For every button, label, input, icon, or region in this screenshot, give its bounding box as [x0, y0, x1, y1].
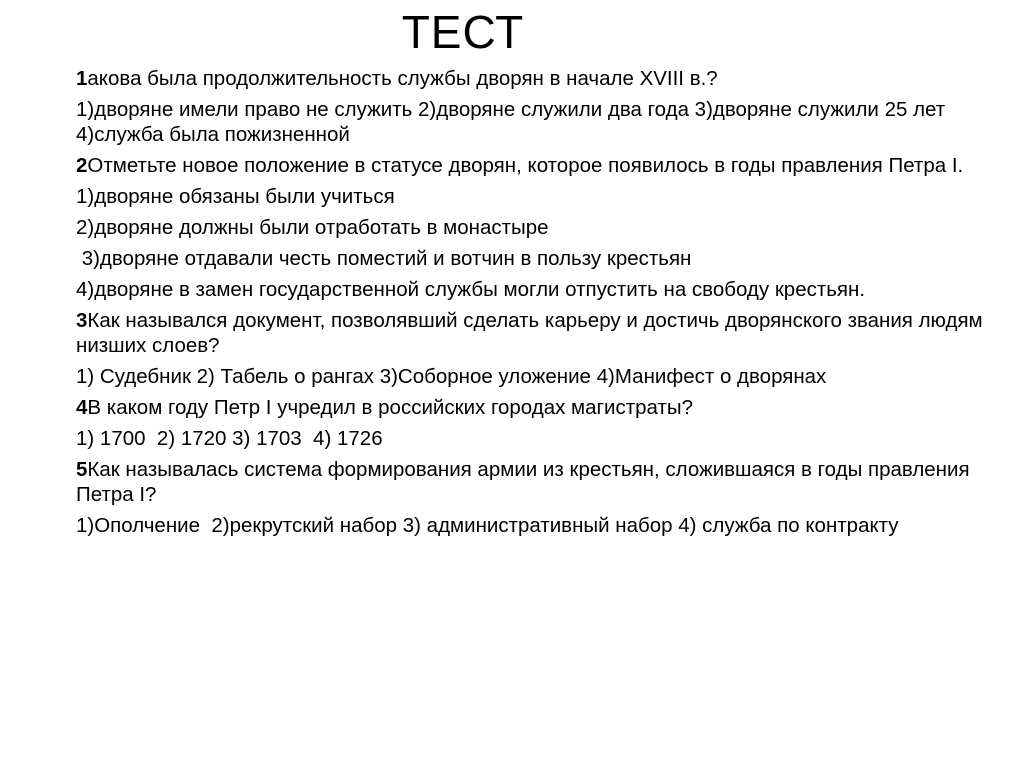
answer-option [76, 277, 988, 302]
question-2 [76, 153, 988, 178]
slide-title: ТЕСТ [401, 6, 525, 58]
answer-option [76, 246, 988, 271]
question-text: В каком году Петр I учредил в российских городах магистраты? [87, 396, 693, 419]
question-number: 3 [76, 309, 88, 332]
answer-text: 4)дворяне в замен государственной службы могли отпустить на свободу крестьян. [76, 278, 866, 301]
answer-text: 1)дворяне имели право не служить 2)дворяне служили два года 3)дворяне служили 25 лет 4)служба была пожизненной [76, 98, 951, 146]
answer-options [76, 364, 988, 389]
question-1 [76, 66, 988, 91]
answer-text: 1)дворяне обязаны были учиться [76, 185, 395, 208]
answer-options [76, 513, 988, 538]
answer-options [76, 426, 988, 451]
slide-content [76, 66, 988, 544]
answer-text: 1)Ополчение 2)рекрутский набор 3) административный набор 4) служба по контракту [76, 514, 899, 537]
answer-option [76, 215, 988, 240]
answer-option [76, 184, 988, 209]
question-number: 4 [76, 396, 88, 419]
question-text: акова была продолжительность службы дворян в начале XVIII в.? [87, 67, 718, 90]
question-text: Отметьте новое положение в статусе дворян, которое появилось в годы правления Петра I. [87, 154, 964, 177]
answer-options [76, 97, 988, 147]
question-number: 1 [76, 67, 88, 90]
answer-text: 3)дворяне отдавали честь поместий и вотчин в пользу крестьян [76, 247, 692, 270]
question-3 [76, 308, 988, 358]
question-text: Как называлась система формирования армии из крестьян, сложившаяся в годы правления Петра I? [76, 458, 976, 506]
question-4 [76, 395, 988, 420]
question-text: Как назывался документ, позволявший сделать карьеру и достичь дворянского звания людям низших слоев? [76, 309, 989, 357]
question-5 [76, 457, 988, 507]
answer-text: 1) 1700 2) 1720 3) 1703 4) 1726 [76, 427, 383, 450]
answer-text: 2)дворяне должны были отработать в монастыре [76, 216, 549, 239]
answer-text: 1) Судебник 2) Табель о рангах 3)Соборное уложение 4)Манифест о дворянах [76, 365, 827, 388]
question-number: 5 [76, 458, 88, 481]
question-number: 2 [76, 154, 88, 177]
